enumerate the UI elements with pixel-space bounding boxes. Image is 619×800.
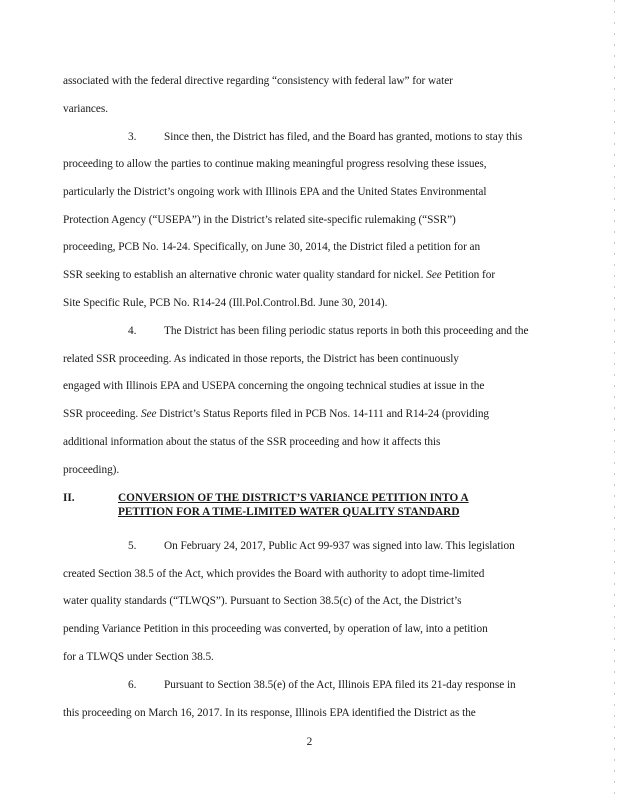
- text-line: Site Specific Rule, PCB No. R14-24 (Ill.Pol.Control.Bd. June 30, 2014).: [63, 297, 388, 309]
- text-line: created Section 38.5 of the Act, which provides the Board with authority to adopt time-limited: [63, 568, 485, 580]
- page-number: 2: [306, 736, 313, 748]
- section-heading-line: CONVERSION OF THE DISTRICT’S VARIANCE PETITION INTO A: [118, 492, 469, 504]
- text-line: SSR seeking to establish an alternative chronic water quality standard for nickel. See Petition for: [63, 269, 496, 281]
- scan-edge-marks: [614, 0, 615, 800]
- text-line: related SSR proceeding. As indicated in those reports, the District has been continuously: [63, 353, 459, 365]
- text-line: SSR proceeding. See District’s Status Reports filed in PCB Nos. 14-111 and R14-24 (providing: [63, 408, 490, 420]
- text-line: Pursuant to Section 38.5(e) of the Act, Illinois EPA filed its 21-day response in: [164, 679, 516, 691]
- paragraph-number: 3.: [128, 131, 137, 143]
- text-line: particularly the District’s ongoing work with Illinois EPA and the United States Environmental: [63, 186, 487, 198]
- text-line: engaged with Illinois EPA and USEPA concerning the ongoing technical studies at issue in the: [63, 380, 485, 392]
- text-line: water quality standards (“TLWQS”). Pursuant to Section 38.5(c) of the Act, the District’s: [63, 595, 462, 607]
- text-line: proceeding).: [63, 464, 120, 476]
- text-line: for a TLWQS under Section 38.5.: [63, 651, 214, 663]
- section-number: II.: [63, 492, 75, 504]
- text-line: On February 24, 2017, Public Act 99-937 was signed into law. This legislation: [164, 540, 515, 552]
- text-line: proceeding to allow the parties to continue making meaningful progress resolving these issues,: [63, 158, 487, 170]
- section-heading-line: PETITION FOR A TIME-LIMITED WATER QUALITY STANDARD: [118, 506, 460, 518]
- text-line: Since then, the District has filed, and the Board has granted, motions to stay this: [164, 131, 523, 143]
- text-line: this proceeding on March 16, 2017. In its response, Illinois EPA identified the District as the: [63, 707, 476, 719]
- text-line: Protection Agency (“USEPA”) in the District’s related site-specific rulemaking (“SSR”): [63, 214, 456, 226]
- text-line: variances.: [63, 103, 108, 115]
- paragraph-number: 5.: [128, 540, 137, 552]
- paragraph-number: 6.: [128, 679, 137, 691]
- text-line: pending Variance Petition in this proceeding was converted, by operation of law, into a petition: [63, 623, 488, 635]
- text-line: additional information about the status of the SSR proceeding and how it affects this: [63, 436, 441, 448]
- text-line: associated with the federal directive regarding “consistency with federal law” for water: [63, 75, 453, 87]
- paragraph-number: 4.: [128, 325, 137, 337]
- text-line: The District has been filing periodic status reports in both this proceeding and the: [164, 325, 529, 337]
- text-line: proceeding, PCB No. 14-24. Specifically, on June 30, 2014, the District filed a petition for an: [63, 241, 481, 253]
